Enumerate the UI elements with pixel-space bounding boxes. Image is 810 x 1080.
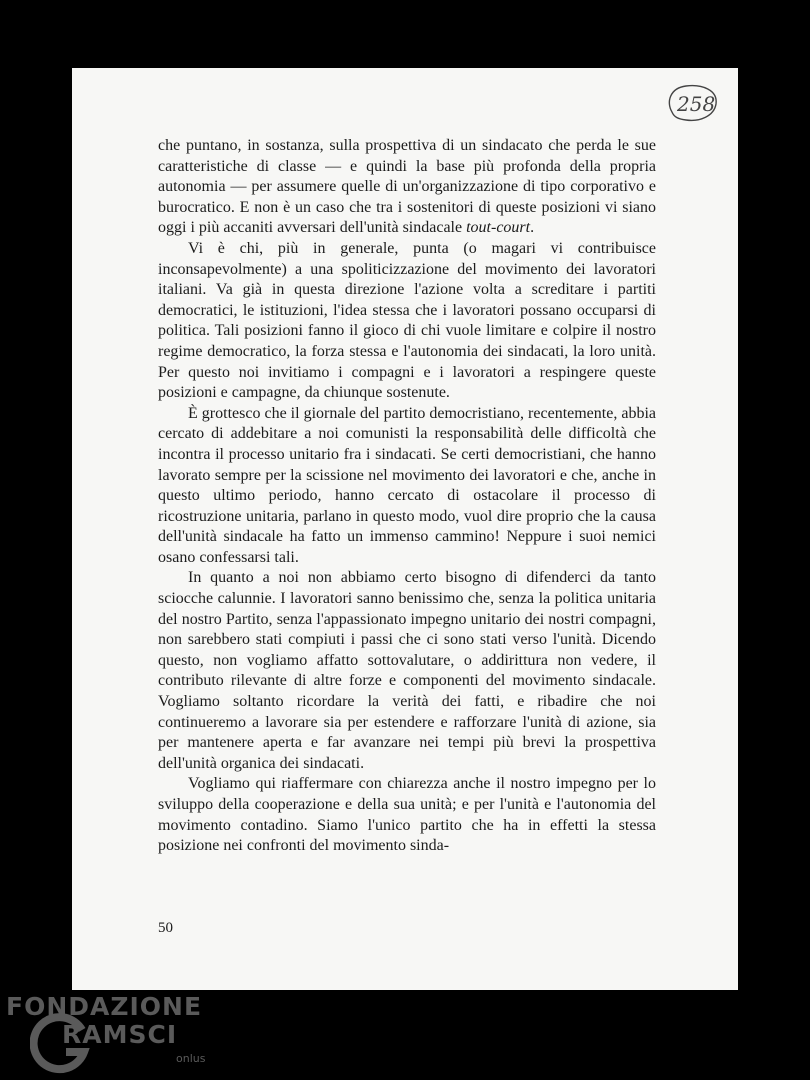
paragraph-5: Vogliamo qui riaffermare con chiarezza anche il nostro impegno per lo sviluppo della cooperazione e della sua unità; e per l'unità e l'autonomia del movimento contadino. Siamo l'unico partito che ha in effetti la stessa posizione nei confronti del movimento sinda-: [158, 775, 656, 855]
body-text: [158, 136, 656, 857]
page-number: 50: [158, 920, 173, 936]
paragraph-2: Vi è chi, più in generale, punta (o magari vi contribuisce inconsapevolmente) a una spoliticizzazione del movimento dei lavoratori italiani. Va già in questa direzione l'azione volta a screditare i partiti democratici, le istituzioni, l'idea stessa che i lavoratori possano occuparsi di politica. Tali posizioni fanno il gioco di chi vuole limitare e colpire il nostro regime democratico, la forza stessa e l'autonomia dei sindacati, la loro unità. Per questo noi invitiamo i compagni e i lavoratori a respingere queste posizioni e campagne, da chiunque sostenute.: [158, 239, 656, 402]
logo-line3: onlus: [176, 1052, 206, 1065]
paragraph-1: che puntano, in sostanza, sulla prospettiva di un sindacato che perda le sue caratteristiche di classe — e quindi la base più profonda della propria autonomia — per assumere quelle di un'organizzazione di tipo corporativo e burocratico. E non è un caso che tra i sostenitori di queste posizioni vi siano oggi i più accaniti avversari dell'unità sindacale tout-court.: [158, 137, 656, 237]
paragraph-3: È grottesco che il giornale del partito democristiano, recentemente, abbia cercato di addebitare a noi comunisti la responsabilità delle difficoltà che incontra il processo unitario fra i sindacati. Se certi democristiani, che hanno lavorato sempre per la scissione nel movimento dei lavoratori e che, anche in questo ultimo periodo, hanno cercato di ostacolare il processo di ricostruzione unitaria, parlano in questo modo, vuol dire proprio che la causa dell'unità sindacale ha fatto un immenso cammino! Neppure i suoi nemici osano confessarsi tali.: [158, 404, 656, 566]
scanned-page: [72, 68, 738, 990]
logo-line1: FONDAZIONE: [6, 992, 203, 1021]
logo-line2: RAMSCI: [62, 1020, 178, 1049]
paragraph-4: In quanto a noi non abbiamo certo bisogno di difenderci da tanto sciocche calunnie. I lavoratori sanno benissimo che, senza la politica unitaria del nostro Partito, senza l'appassionato impegno unitario dei nostri compagni, non sarebbero stati compiuti i passi che ci sono stati verso l'unità. Dicendo questo, non vogliamo affatto sottovalutare, o addirittura non vedere, il contributo rilevante di altre forze e componenti del movimento sindacale. Vogliamo soltanto ricordare la verità dei fatti, e ribadire che noi continueremo a lavorare sia per estendere e rafforzare l'unità di azione, sia per mantenere aperta e far avanzare nei tempi più brevi la prospettiva dell'unità organica dei sindacati.: [158, 569, 656, 772]
handwritten-number-text: 258: [677, 92, 716, 116]
fondazione-gramsci-watermark: [0, 986, 230, 1080]
circled-number-icon: [664, 82, 720, 124]
handwritten-page-number: [664, 82, 720, 124]
